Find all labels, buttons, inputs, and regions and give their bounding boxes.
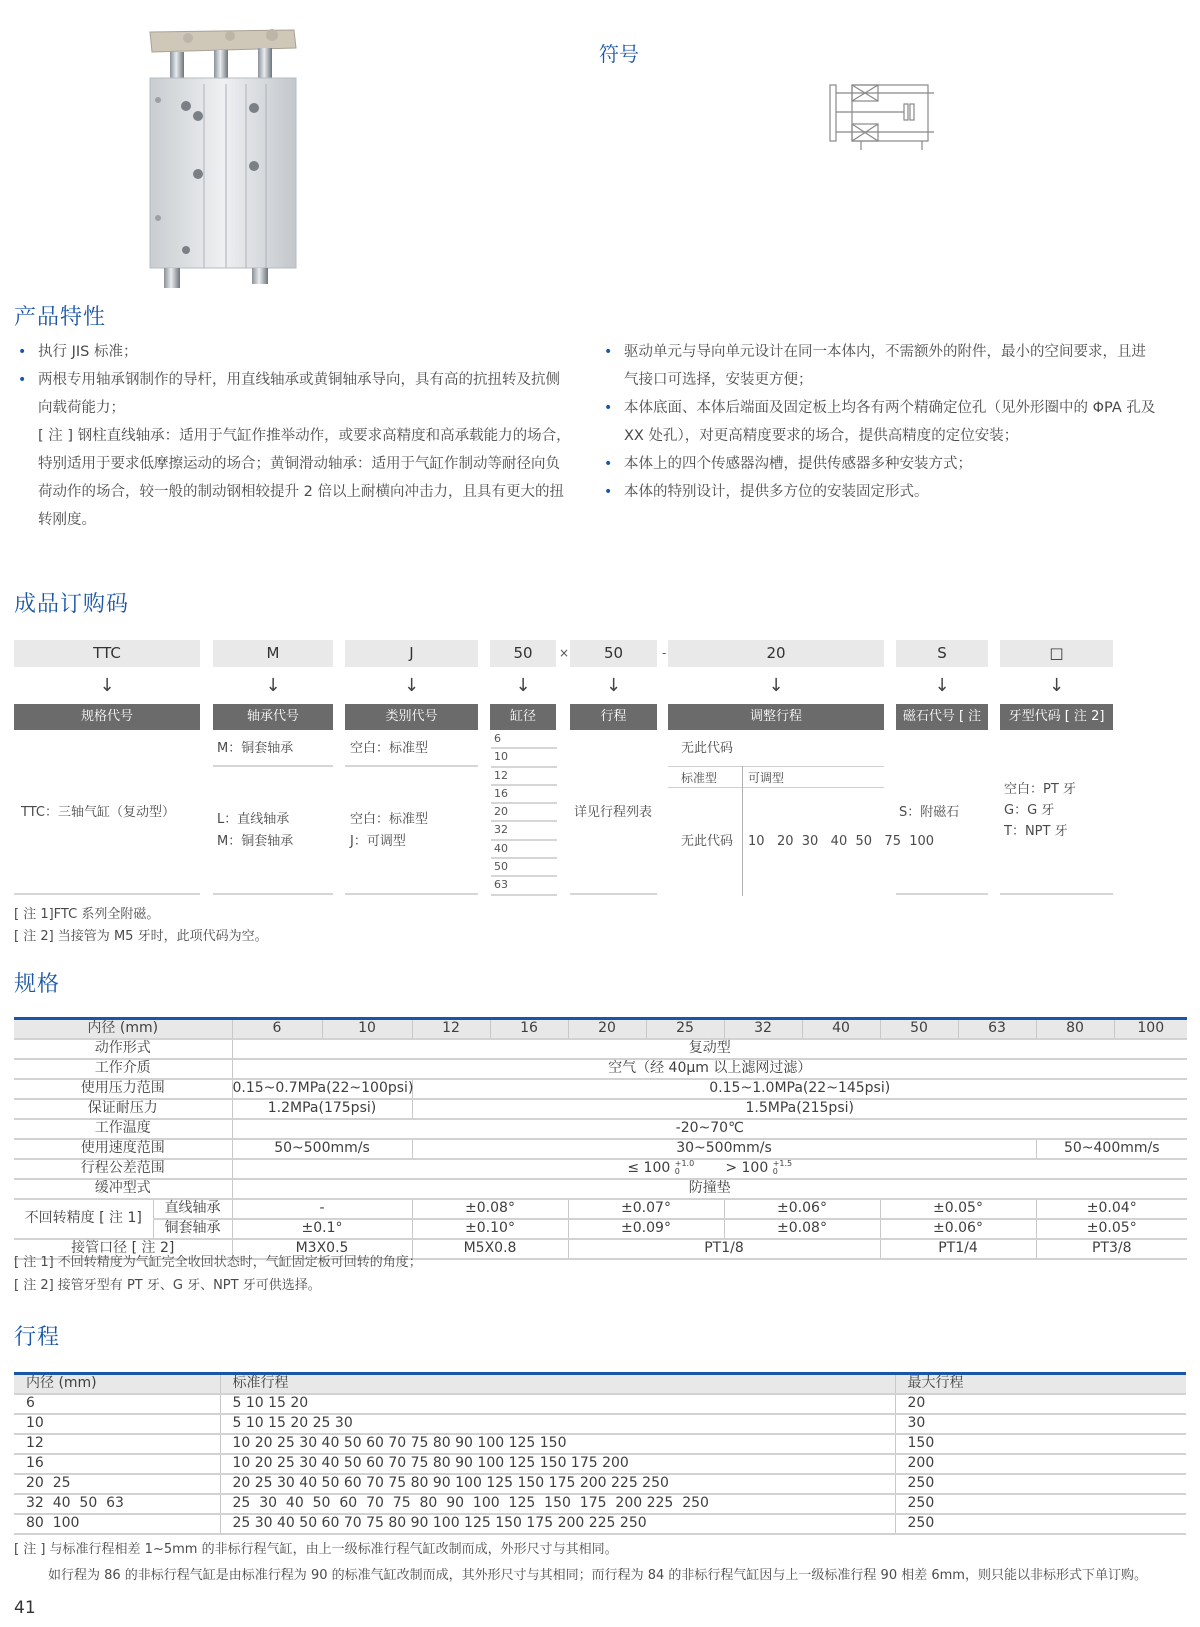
- spec-value: -: [232, 1199, 412, 1219]
- feature-item: • 驱动单元与导向单元设计在同一本体内，不需额外的附件，最小的空间要求，且进气接口可选择，安装更方便；: [600, 338, 1160, 394]
- bore-80: 80: [1036, 1019, 1114, 1039]
- arrow-down-icon: ↓: [934, 675, 950, 696]
- stroke-note-2: 如行程为 86 的非标行程气缸是由标准行程为 90 的标准气缸改制而成，其外形尺寸与其相同；而行程为 84 的非标行程气缸因与上一级标准行程 90 相差 6mm，则只能以非标形式下单订购。: [48, 1568, 1147, 1583]
- bore-option: 20: [491, 804, 557, 822]
- spec-value: PT3/8: [1036, 1239, 1187, 1259]
- dash-separator: -: [662, 646, 667, 660]
- cylinder-symbol-icon: [828, 84, 938, 152]
- stroke-header-max: 最大行程: [895, 1374, 1186, 1394]
- feature-item: • 两根专用轴承钢制作的导杆，用直线轴承或黄铜轴承导向，具有高的抗扭转及抗侧向载荷能力；: [14, 366, 574, 422]
- table-row: [14, 1434, 1186, 1454]
- table-row: [14, 1454, 1186, 1474]
- spec-row-medium: [14, 1059, 1187, 1079]
- times-separator: ×: [559, 646, 570, 660]
- bullet-icon: •: [604, 400, 613, 416]
- type-option-standard: 空白：标准型: [350, 812, 429, 827]
- spec-value: 30~500mm/s: [412, 1139, 1036, 1159]
- bore-option: 63: [491, 877, 557, 895]
- spec-value: M3X0.5: [232, 1239, 412, 1259]
- stroke-note-1: [ 注 ] 与标准行程相差 1~5mm 的非标行程气缸，由上一级标准行程气缸改制而成，外形尺寸与其相同。: [14, 1542, 618, 1557]
- stroke-max: 150: [895, 1434, 1186, 1454]
- spec-value: ±0.09°: [568, 1219, 724, 1239]
- feature-item: • 本体上的四个传感器沟槽，提供传感器多种安装方式；: [600, 450, 1160, 478]
- bore-20: 20: [568, 1019, 646, 1039]
- spec-sublabel: 铜套轴承: [153, 1219, 232, 1239]
- stroke-standard: 25 30 40 50 60 70 75 80 90 100 125 150 175 200 225 250: [220, 1514, 895, 1534]
- spec-header-row: [14, 1019, 1187, 1039]
- spec-value: 1.2MPa(175psi): [232, 1099, 412, 1119]
- code-box-thread: □: [1000, 640, 1113, 667]
- bullet-icon: •: [604, 456, 613, 472]
- spec-value: PT1/4: [880, 1239, 1036, 1259]
- spec-label: 动作形式: [14, 1039, 232, 1059]
- spec-value: ±0.06°: [880, 1219, 1036, 1239]
- spec-note-2: [ 注 2] 接管牙型有 PT 牙、G 牙、NPT 牙可供选择。: [14, 1278, 321, 1293]
- spec-value: 1.5MPa(215psi): [412, 1099, 1187, 1119]
- spec-table: [14, 1017, 1187, 1260]
- header-spec-code: 规格代号: [14, 704, 200, 730]
- header-adjust-stroke: 调整行程: [668, 704, 884, 730]
- spec-value: ±0.05°: [880, 1199, 1036, 1219]
- table-row: [14, 1494, 1186, 1514]
- bore-50: 50: [880, 1019, 958, 1039]
- divider: [668, 787, 884, 788]
- bearing-option-linear: L：直线轴承: [217, 812, 290, 827]
- stroke-bore: 80 100: [14, 1514, 220, 1534]
- bore-10: 10: [322, 1019, 412, 1039]
- stroke-table: [14, 1372, 1186, 1535]
- spec-value: M5X0.8: [412, 1239, 568, 1259]
- stroke-max: 250: [895, 1514, 1186, 1534]
- bore-option: 6: [491, 731, 557, 749]
- spec-row-tolerance: [14, 1159, 1187, 1179]
- spec-value: ±0.06°: [724, 1199, 880, 1219]
- header-stroke: 行程: [570, 704, 657, 730]
- table-row: [14, 1474, 1186, 1494]
- tolerance-b-fraction: +1.5 0: [772, 1159, 793, 1176]
- feature-note: [ 注 ] 钢柱直线轴承：适用于气缸作推举动作，或要求高精度和高承载能力的场合，特别适用于要求低摩擦运动的场合；黄铜滑动轴承：适用于气缸作制动等耐径向负荷动作的场合，较一般的制动钢相较提升 2 倍以上耐横向冲击力，且具有更大的扭转刚度。: [38, 428, 571, 528]
- product-image: [148, 28, 308, 290]
- spec-value: 0.15~1.0MPa(22~145psi): [412, 1079, 1187, 1099]
- stroke-bore: 10: [14, 1414, 220, 1434]
- bore-100: 100: [1114, 1019, 1187, 1039]
- bore-option: 50: [491, 859, 557, 877]
- code-box-stroke: 50: [570, 640, 657, 667]
- divider-vertical: [742, 766, 743, 896]
- stroke-max: 20: [895, 1394, 1186, 1414]
- bore-options: [491, 731, 557, 896]
- bore-option: 32: [491, 822, 557, 840]
- divider: [345, 765, 478, 767]
- bearing-option-bush: M：铜套轴承: [217, 834, 294, 849]
- spec-label: 不回转精度 [ 注 1]: [14, 1199, 153, 1239]
- page-number: 41: [14, 1598, 36, 1618]
- arrow-down-icon: ↓: [99, 675, 115, 696]
- pneumatic-symbol: [828, 84, 938, 152]
- bore-option: 16: [491, 786, 557, 804]
- bore-option: 40: [491, 841, 557, 859]
- bullet-icon: •: [18, 344, 27, 360]
- stroke-max: 200: [895, 1454, 1186, 1474]
- stroke-title: 行程: [14, 1325, 61, 1350]
- divider: [213, 893, 333, 895]
- spec-sublabel: 直线轴承: [153, 1199, 232, 1219]
- order-note-1: [ 注 1]FTC 系列全附磁。: [14, 907, 160, 922]
- header-bore: 缸径: [490, 704, 556, 730]
- bore-25: 25: [646, 1019, 724, 1039]
- bore-option: 10: [491, 749, 557, 767]
- spec-row-cushion: [14, 1179, 1187, 1199]
- bore-option: 12: [491, 768, 557, 786]
- spec-value: ±0.05°: [1036, 1219, 1187, 1239]
- spec-label: 使用压力范围: [14, 1079, 232, 1099]
- order-note-2: [ 注 2] 当接管为 M5 牙时，此项代码为空。: [14, 929, 268, 944]
- spec-value: ≤ 100 $^{+1.0 0}$ > 100 $^{+1.5 0}$: [232, 1159, 1187, 1179]
- thread-option-pt: 空白：PT 牙: [1004, 782, 1076, 797]
- spec-label: 使用速度范围: [14, 1139, 232, 1159]
- spec-header-label: 内径 (mm): [14, 1019, 232, 1039]
- divider: [14, 893, 200, 895]
- stroke-standard: 10 20 25 30 40 50 60 70 75 80 90 100 125 150: [220, 1434, 895, 1454]
- code-box-bearing: M: [213, 640, 333, 667]
- stroke-option: 详见行程列表: [574, 805, 653, 820]
- spec-value: 0.15~0.7MPa(22~100psi): [232, 1079, 412, 1099]
- spec-value: 防撞垫: [232, 1179, 1187, 1199]
- type-option-adjustable: J：可调型: [350, 834, 406, 849]
- spec-row-action: [14, 1039, 1187, 1059]
- arrow-down-icon: ↓: [768, 675, 784, 696]
- spec-label: 接管口径 [ 注 2]: [14, 1239, 232, 1259]
- stroke-standard: 10 20 25 30 40 50 60 70 75 80 90 100 125 150 175 200: [220, 1454, 895, 1474]
- arrow-down-icon: ↓: [515, 675, 531, 696]
- header-magnet-code: 磁石代号 [ 注 1]: [896, 704, 988, 730]
- bore-12: 12: [412, 1019, 490, 1039]
- stroke-bore: 20 25: [14, 1474, 220, 1494]
- spec-value: 50~400mm/s: [1036, 1139, 1187, 1159]
- spec-row-pressure: [14, 1079, 1187, 1099]
- spec-value: ±0.1°: [232, 1219, 412, 1239]
- stroke-max: 30: [895, 1414, 1186, 1434]
- spec-row-rotation-linear: [14, 1199, 1187, 1219]
- thread-option-g: G：G 牙: [1004, 803, 1055, 818]
- divider: [213, 765, 333, 767]
- stroke-max: 250: [895, 1474, 1186, 1494]
- adjust-none-bottom: 无此代码: [681, 834, 734, 849]
- divider: [668, 766, 884, 767]
- stroke-standard: 20 25 30 40 50 60 70 75 80 90 100 125 150 175 200 225 250: [220, 1474, 895, 1494]
- feature-item: • 本体底面、本体后端面及固定板上均各有两个精确定位孔（见外形圈中的 ΦPA 孔及 XX 处孔），对更高精度要求的场合，提供高精度的定位安装；: [600, 394, 1160, 450]
- stroke-standard: 5 10 15 20: [220, 1394, 895, 1414]
- code-box-spec: TTC: [14, 640, 200, 667]
- spec-code-option: TTC：三轴气缸（复动型）: [21, 805, 175, 820]
- arrow-down-icon: ↓: [265, 675, 281, 696]
- adjust-values: 10 20 30 40 50 75 100: [748, 834, 935, 849]
- symbol-title: 符号: [599, 42, 639, 66]
- bore-32: 32: [724, 1019, 802, 1039]
- bore-16: 16: [490, 1019, 568, 1039]
- divider: [345, 893, 478, 895]
- feature-item: • 执行 JIS 标准；: [14, 338, 574, 366]
- spec-value: ±0.08°: [724, 1219, 880, 1239]
- bore-6: 6: [232, 1019, 322, 1039]
- code-box-bore: 50: [490, 640, 556, 667]
- spec-note-1: [ 注 1] 不回转精度为气缸完全收回状态时，气缸固定板可回转的角度；: [14, 1255, 422, 1270]
- stroke-bore: 32 40 50 63: [14, 1494, 220, 1514]
- bullet-icon: •: [18, 372, 27, 388]
- adjust-none-top: 无此代码: [681, 741, 734, 756]
- table-row: [14, 1414, 1186, 1434]
- magnet-option: S：附磁石: [899, 805, 960, 820]
- arrow-down-icon: ↓: [403, 675, 420, 696]
- spec-label: 保证耐压力: [14, 1099, 232, 1119]
- table-row: [14, 1514, 1186, 1534]
- spec-value: ±0.04°: [1036, 1199, 1187, 1219]
- bore-63: 63: [958, 1019, 1036, 1039]
- arrow-down-icon: ↓: [1048, 675, 1065, 696]
- type-option-top: 空白：标准型: [350, 741, 429, 756]
- spec-value: ±0.08°: [412, 1199, 568, 1219]
- stroke-header-row: [14, 1374, 1186, 1394]
- spec-row-temp: [14, 1119, 1187, 1139]
- adjust-col-adjustable: 可调型: [748, 771, 785, 785]
- features-title: 产品特性: [14, 305, 107, 330]
- divider: [570, 893, 657, 895]
- arrow-down-icon: ↓: [605, 675, 622, 696]
- spec-value: 空气（经 40μm 以上滤网过滤）: [232, 1059, 1187, 1079]
- tolerance-a-fraction: +1.0 0: [674, 1159, 695, 1176]
- spec-row-proof: [14, 1099, 1187, 1119]
- stroke-max: 250: [895, 1494, 1186, 1514]
- spec-label: 工作温度: [14, 1119, 232, 1139]
- spec-value: ±0.07°: [568, 1199, 724, 1219]
- spec-row-speed: [14, 1139, 1187, 1159]
- table-row: [14, 1394, 1186, 1414]
- features-list-left: [14, 338, 574, 534]
- thread-option-npt: T：NPT 牙: [1004, 824, 1068, 839]
- spec-title: 规格: [14, 972, 61, 997]
- bearing-option-top: M：铜套轴承: [217, 741, 294, 756]
- bullet-icon: •: [604, 484, 613, 500]
- pneumatic-cylinder-illustration: [148, 28, 308, 290]
- stroke-header-bore: 内径 (mm): [14, 1374, 220, 1394]
- spec-label: 行程公差范围: [14, 1159, 232, 1179]
- features-list-right: [600, 338, 1160, 506]
- spec-label: 缓冲型式: [14, 1179, 232, 1199]
- order-code-title: 成品订购码: [14, 592, 130, 617]
- code-box-adjust: 20: [668, 640, 884, 667]
- stroke-standard: 25 30 40 50 60 70 75 80 90 100 125 150 175 200 225 250: [220, 1494, 895, 1514]
- stroke-bore: 12: [14, 1434, 220, 1454]
- bore-40: 40: [802, 1019, 880, 1039]
- spec-value: 复动型: [232, 1039, 1187, 1059]
- adjust-col-standard: 标准型: [681, 771, 718, 785]
- spec-value: ±0.10°: [412, 1219, 568, 1239]
- header-type-code: 类别代号: [345, 704, 478, 730]
- bullet-icon: •: [604, 344, 613, 360]
- spec-value: 50~500mm/s: [232, 1139, 412, 1159]
- spec-value: -20~70℃: [232, 1119, 1187, 1139]
- divider: [1000, 893, 1113, 895]
- code-box-type: J: [345, 640, 478, 667]
- code-box-magnet: S: [896, 640, 988, 667]
- stroke-bore: 6: [14, 1394, 220, 1414]
- stroke-header-standard: 标准行程: [220, 1374, 895, 1394]
- spec-label: 工作介质: [14, 1059, 232, 1079]
- feature-item: • 本体的特别设计，提供多方位的安装固定形式。: [600, 478, 1160, 506]
- stroke-standard: 5 10 15 20 25 30: [220, 1414, 895, 1434]
- header-bearing-code: 轴承代号: [213, 704, 333, 730]
- spec-value: PT1/8: [568, 1239, 880, 1259]
- spec-row-rotation-bush: [14, 1219, 1187, 1239]
- divider: [896, 893, 988, 895]
- header-thread-code: 牙型代码 [ 注 2]: [1000, 704, 1113, 730]
- stroke-bore: 16: [14, 1454, 220, 1474]
